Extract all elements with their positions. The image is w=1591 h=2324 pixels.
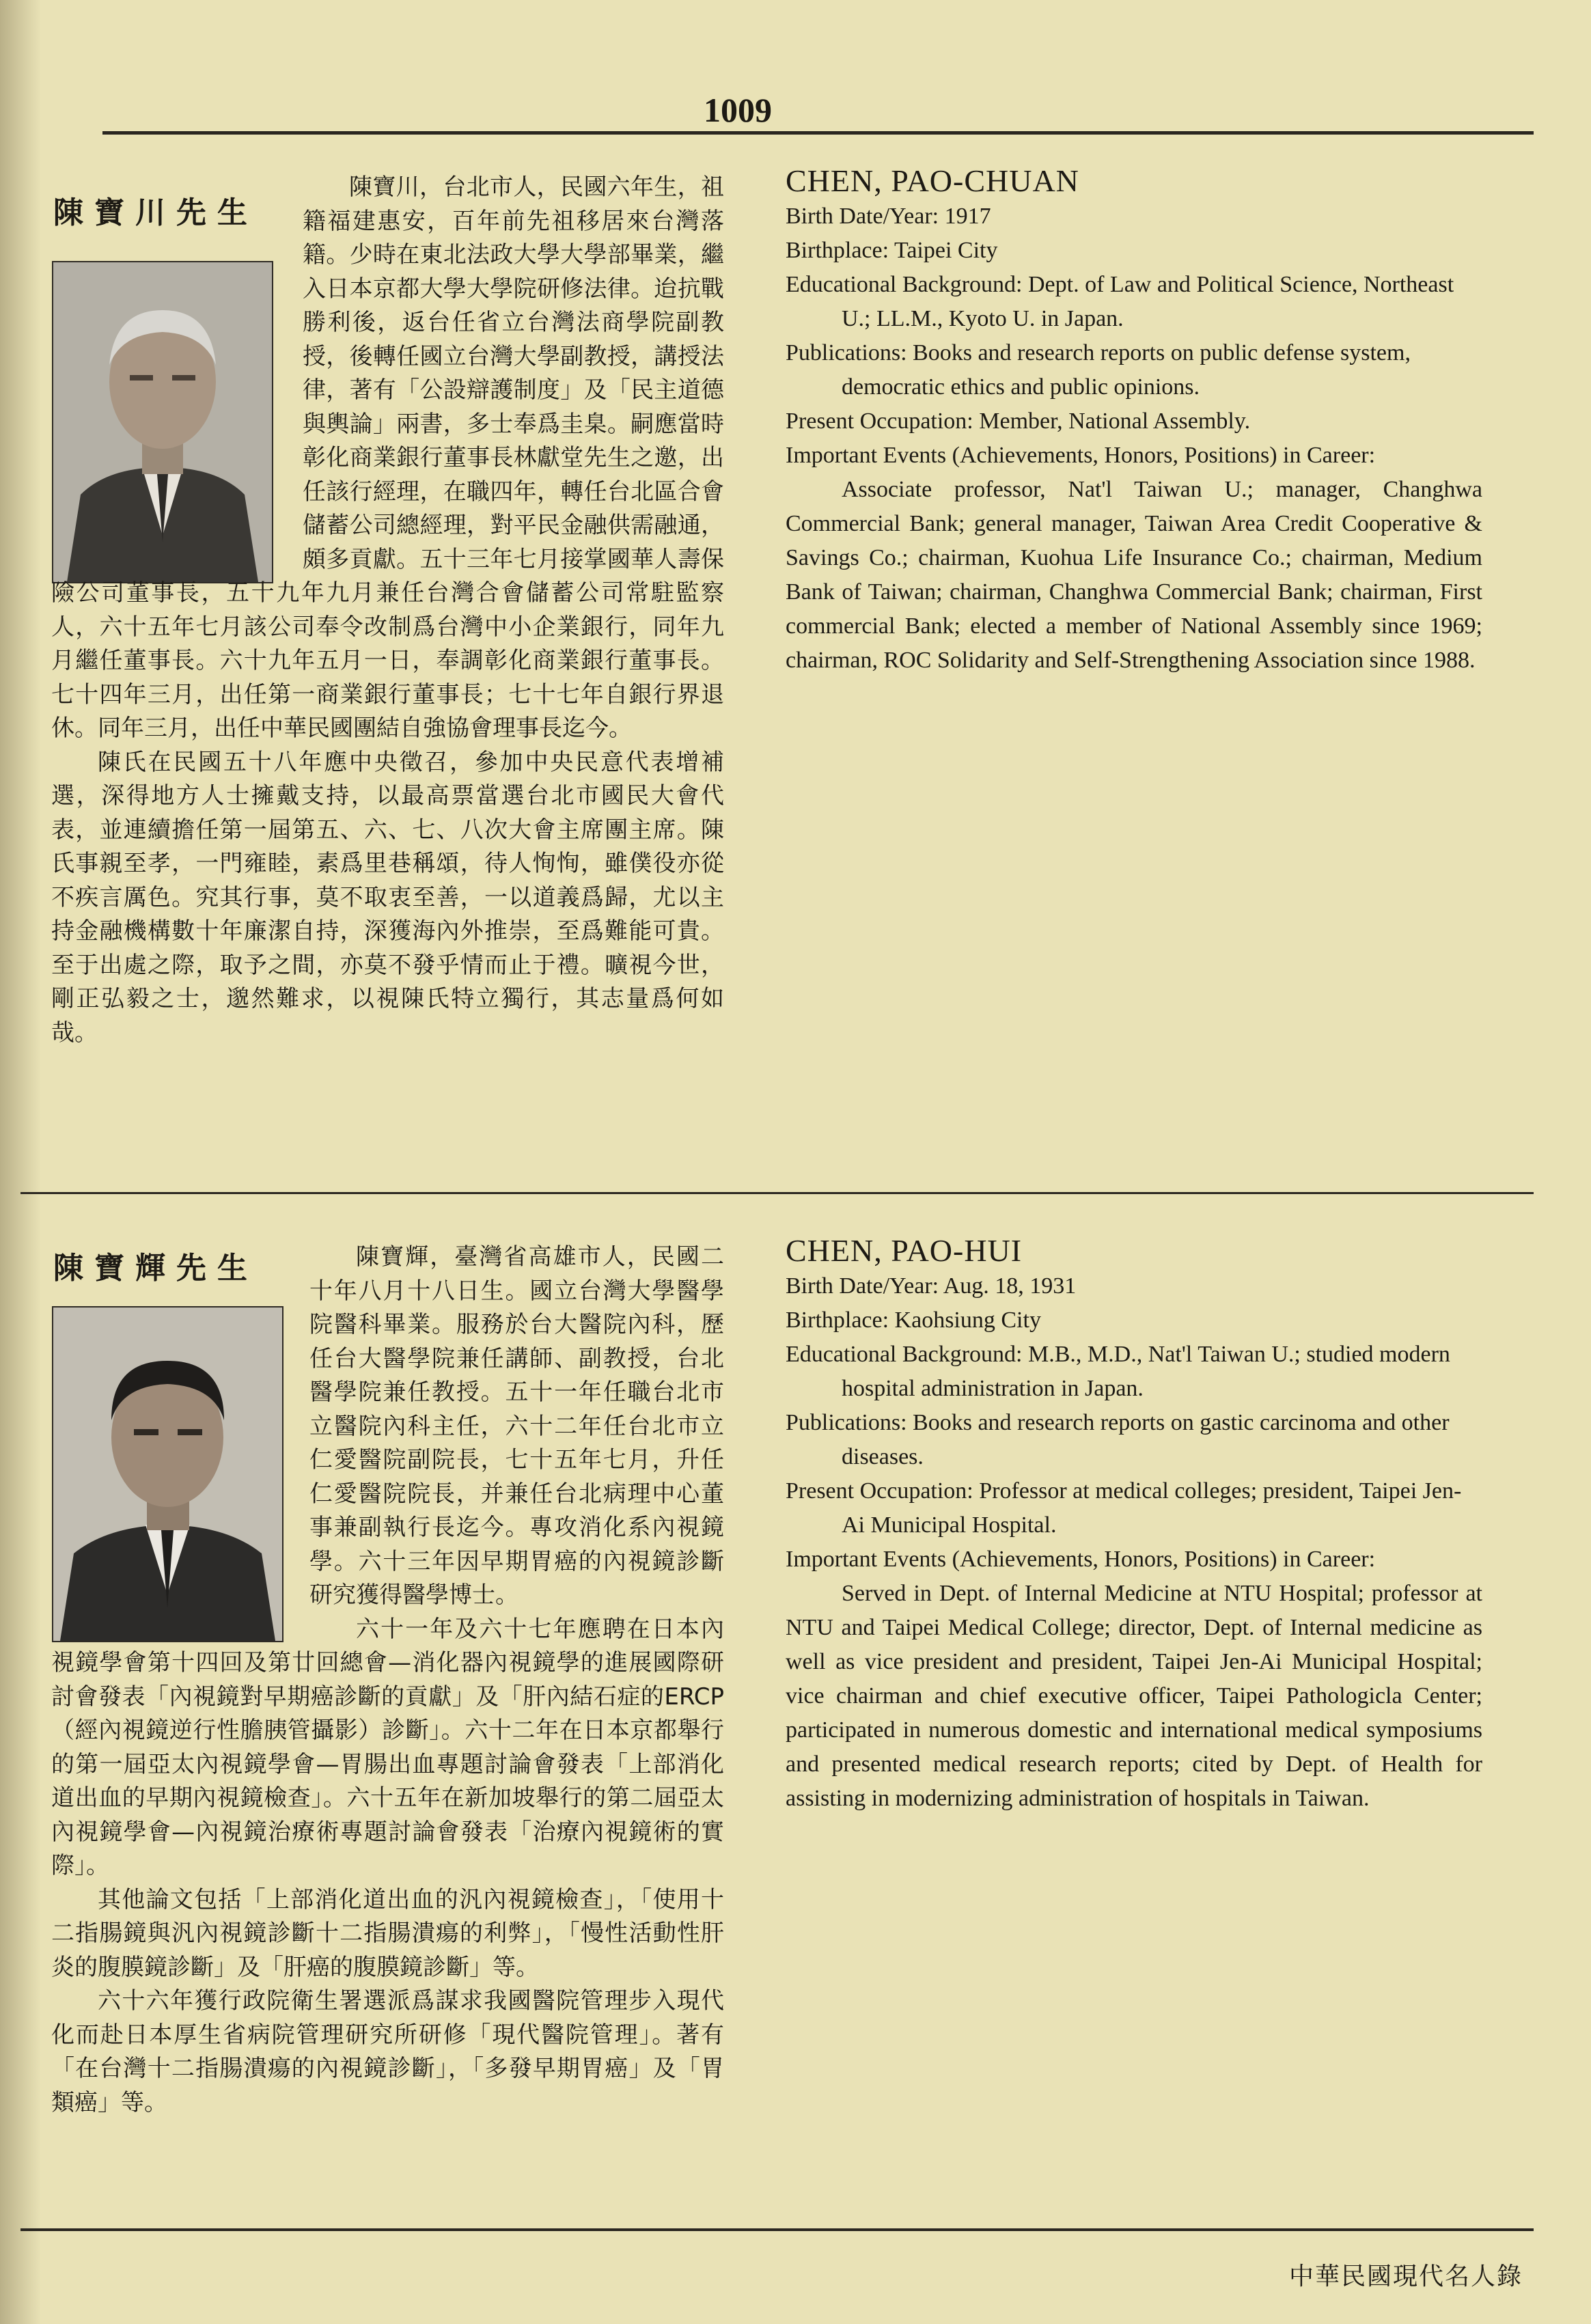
important-events-label: Important Events (Achievements, Honors, Positions) in Career:	[786, 443, 1376, 468]
chinese-name-heading: 陳寶川先生	[53, 195, 258, 230]
footer-rule	[20, 2228, 1534, 2231]
chinese-paragraph: 陳氏在民國五十八年應中央徵召，參加中央民意代表增補選，深得地方人士擁戴支持，以最高票當選台北市國民大會代表，並連續擔任第一屆第五、六、七、八次大會主席團主席。陳氏事親至孝，一門雍睦，素爲里巷稱頌，待人恂恂，雖僕役亦從不疾言厲色。究其行事，莫不取衷至善，一以道義爲歸，尤以主持金融機構數十年廉潔自持，深獲海內外推崇，至爲難能可貴。至于出處之際，取予之間，亦莫不發乎情而止于禮。曠視今世，剛正弘毅之士，邈然難求，以視陳氏特立獨行，其志量爲何如哉。	[51, 748, 724, 1047]
birthplace: Birthplace: Taipei City	[786, 238, 998, 263]
birth-date: Birth Date/Year: Aug. 18, 1931	[786, 1273, 1077, 1299]
page-binding-shadow	[0, 0, 41, 2324]
english-biography	[786, 1234, 1482, 1816]
birth-date: Birth Date/Year: 1917	[786, 204, 991, 229]
career-text: Associate professor, Nat'l Taiwan U.; manager, Changhwa Commercial Bank; general manager, Taiwan Area Credit Cooperative & Savings Co.; chairman, Kuohua Life Insurance Co.; chairman, Medium Bank of Taiwan; chairman, Changhwa Commercial Bank; chairman, First commercial Bank; elected a member of National Assembly since 1969; chairman, ROC Solidarity and Self-Strengthening Association since 1988.	[786, 477, 1482, 673]
birthplace: Birthplace: Kaohsiung City	[786, 1308, 1041, 1333]
publications: Publications: Books and research reports on gastic carcinoma and other diseases.	[786, 1410, 1450, 1469]
page-number: 1009	[704, 91, 772, 129]
chinese-paragraph: 陳寶輝，臺灣省高雄市人，民國二十年八月十八日生。國立台灣大學醫學院醫科畢業。服務於台大醫院內科，歷任台大醫學院兼任講師、副教授，台北醫學院兼任教授。五十一年任職台北市立醫院內科主任，六十二年任台北市立仁愛醫院副院長，七十五年七月，升任仁愛醫院院長，并兼任台北病理中心董事兼副執行長迄今。專攻消化系內視鏡學。六十三年因早期胃癌的內視鏡診斷研究獲得醫學博士。	[309, 1243, 724, 1609]
present-occupation: Present Occupation: Professor at medical colleges; president, Taipei Jen-Ai Municipal Hospital.	[786, 1478, 1462, 1538]
education: Educational Background: M.B., M.D., Nat'l Taiwan U.; studied modern hospital administration in Japan.	[786, 1342, 1450, 1401]
chinese-paragraph: 陳寶川，台北市人，民國六年生，祖籍福建惠安，百年前先祖移居來台灣落籍。少時在東北法政大學大學部畢業，繼入日本京都大學大學院研修法律。迨抗戰勝利後，返台任省立台灣法商學院副教授，後轉任國立台灣大學副教授，講授法律，著有「公設辯護制度」及「民主道德與輿論」兩書，多士奉爲圭臬。嗣應當時彰化商業銀行董事長林獻堂先生之邀，出任該行經理，在職四年，轉任台北區合會儲蓄公司總經理，對平民金融供需融通，頗多貢獻。五十三年七月接掌國華人壽保險公司董事長，五十九年九月兼任台灣合會儲蓄公司常駐監察人，六十五年七月該公司奉令改制爲台灣中小企業銀行，同年九月繼任董事長。六十九年五月一日，奉調彰化商業銀行董事長。七十四年三月，出任第一商業銀行董事長；七十七年自銀行界退休。同年三月，出任中華民國團結自強協會理事長迄今。	[51, 174, 724, 742]
present-occupation: Present Occupation: Member, National Assembly.	[786, 409, 1251, 434]
chinese-name-heading: 陳寶輝先生	[53, 1251, 258, 1286]
chinese-paragraph: 六十一年及六十七年應聘在日本內視鏡學會第十四回及第廿回總會—消化器內視鏡學的進展國際研討會發表「內視鏡對早期癌診斷的貢獻」及「肝內結石症的ERCP（經內視鏡逆行性膽胰管攝影）診斷」。六十二年在日本京都舉行的第一屆亞太內視鏡學會—胃腸出血專題討論會發表「上部消化道出血的早期內視鏡檢查」。六十五年在新加坡舉行的第二屆亞太內視鏡學會—內視鏡治療術專題討論會發表「治療內視鏡術的實際」。	[51, 1615, 724, 1879]
publications: Publications: Books and research reports on public defense system, democratic ethics and public opinions.	[786, 340, 1411, 400]
chinese-paragraph: 其他論文包括「上部消化道出血的汎內視鏡檢查」，「使用十二指腸鏡與汎內視鏡診斷十二指腸潰瘍的利弊」，「慢性活動性肝炎的腹膜鏡診斷」及「肝癌的腹膜鏡診斷」等。	[51, 1885, 724, 1981]
education: Educational Background: Dept. of Law and Political Science, Northeast U.; LL.M., Kyoto U. in Japan.	[786, 272, 1454, 331]
chinese-biography-text	[51, 1241, 724, 2120]
header-rule	[102, 131, 1534, 135]
chinese-paragraph: 六十六年獲行政院衛生署選派爲謀求我國醫院管理步入現代化而赴日本厚生省病院管理研究所研修「現代醫院管理」。著有「在台灣十二指腸潰瘍的內視鏡診斷」，「多發早期胃癌」及「胃類癌」等。	[51, 1987, 724, 2116]
english-name-heading: CHEN, PAO-CHUAN	[786, 163, 1079, 198]
career-text: Served in Dept. of Internal Medicine at NTU Hospital; professor at NTU and Taipei Medical College; director, Dept. of Internal medicine as well as vice president and president, Taipei Jen-Ai Municipal Hospital; vice chairman and chief executive officer, Taipei Pathologicla Center; participated in numerous domestic and international medical symposiums and presented medical research reports; cited by Dept. of Health for assisting in modernizing administration of hospitals in Taiwan.	[786, 1581, 1482, 1811]
entry-divider-rule	[20, 1192, 1534, 1194]
important-events-label: Important Events (Achievements, Honors, Positions) in Career:	[786, 1547, 1376, 1572]
english-name-heading: CHEN, PAO-HUI	[786, 1233, 1023, 1268]
book-title-footer: 中華民國現代名人錄	[1288, 2263, 1523, 2291]
english-biography	[786, 164, 1482, 678]
chinese-biography-text	[51, 171, 724, 1050]
